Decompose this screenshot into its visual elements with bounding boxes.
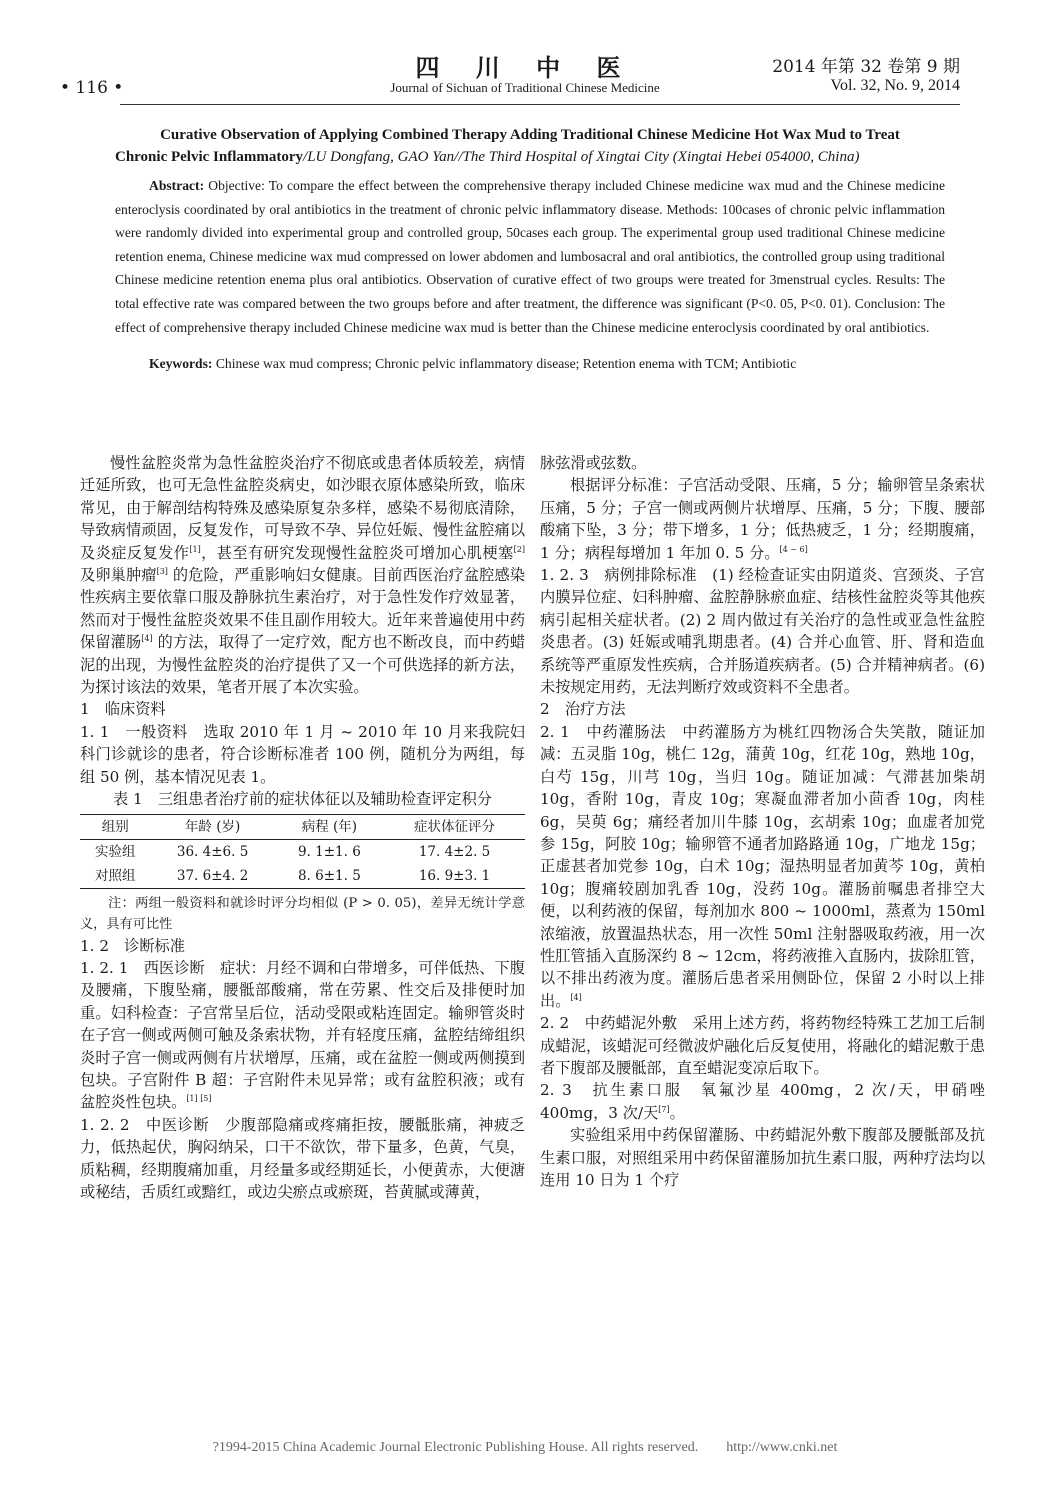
english-abstract-block xyxy=(115,124,945,376)
table-note: 注：两组一般资料和就诊时评分均相似 (P > 0. 05)，差异无统计学意义，具有可比性 xyxy=(80,895,525,932)
section-heading-1-2: 1. 2 诊断标准 xyxy=(80,936,185,955)
citation: [7] xyxy=(658,1104,670,1114)
table-cell: 8. 6±1. 5 xyxy=(297,867,361,884)
table-title: 表 1 三组患者治疗前的症状体征以及辅助检查评定积分 xyxy=(113,790,492,809)
intro-text-4: 的危险，严重影响妇女健康。目前西医治疗盆腔感染性疾病主要依靠口服及静脉抗生素治疗，对于急性发作疗效显著，然而对于慢性盆腔炎效果不佳且副作用较大。近年来普遍使用中药保留灌肠 xyxy=(80,566,526,652)
citation: [3] xyxy=(156,566,168,576)
table-row xyxy=(80,839,525,864)
table-header-cell: 症状体征评分 xyxy=(414,818,496,835)
section-heading-2: 2 治疗方法 xyxy=(540,700,626,719)
english-abstract xyxy=(115,174,945,339)
english-title-authors xyxy=(115,146,945,168)
citation: [1] [5] xyxy=(186,1094,212,1104)
issue-info-cn: 2014 年第 32 卷第 9 期 xyxy=(772,57,960,77)
table-header-row xyxy=(80,814,525,839)
section-1-2-2: 1. 2. 2 中医诊断 少腹部隐痛或疼痛拒按，腰骶胀痛，神疲乏力，低热起伏，胸闷纳呆，口干不欲饮，带下量多，色黄，气臭，质粘稠，经期腹痛加重，月经量多或经期延长，小便黄赤，大便溏或秘结，舌质红或黯红，或边尖瘀点或瘀斑，苔黄腻或薄黄， xyxy=(80,1115,525,1201)
table-header-cell: 年龄 (岁) xyxy=(184,818,241,835)
antibiotic-text-end: 。 xyxy=(669,1103,685,1122)
citation: [2] xyxy=(513,544,525,554)
english-title-end: Chronic Pelvic Inflammatory xyxy=(115,149,304,165)
western-diagnosis-text: 1. 2. 1 西医诊断 症状：月经不调和白带增多，可伴低热、下腹及腰痛，下腹坠痛，腰骶部酸痛，常在劳累、性交后及排便时加重。妇科检查：子宫常呈后位，活动受限或粘连固定。输卵管炎时在子宫一侧或两侧可触及条索状物，并有轻度压痛，盆腔结缔组织炎时子宫一侧或两侧有片状增厚，压痛，或在盆腔一侧或两侧摸到包块。子宫附件 B 超：子宫附件未见异常；或有盆腔积液；或有盆腔炎性包块。 xyxy=(80,958,525,1112)
table-header-cell: 组别 xyxy=(101,818,129,835)
citation: [4] xyxy=(570,992,582,1002)
section-2-1 xyxy=(540,721,985,1012)
english-authors: /LU Dongfang, GAO Yan//The Third Hospital of Xingtai City xyxy=(303,149,670,165)
table-cell: 17. 4±2. 5 xyxy=(418,843,491,860)
abstract-text: Objective: To compare the effect between the comprehensive therapy included Chinese medicine wax mud and the Chinese medicine enteroclysis coordinated by oral antibiotics in the treatment of chronic pelvic inflammatory disease. Methods: 100cases of chronic pelvic inflammation were randomly divided into experimental group and controlled group, 50cases each group. The experimental group used traditional Chinese medicine retention enema, Chinese medicine wax mud compressed on lower abdomen and lumbosacral and oral antibiotics, the controlled group using traditional Chinese medicine retention enema plus oral antibiotics. Observation of curative effect of two groups were treated for 3menstrual cycles. Results: The total effective rate was compared between the two groups before and after treatment, the difference was significant (P<0. 05, P<0. 01). Conclusion: The effect of comprehensive therapy included Chinese medicine wax mud is better than the Chinese medicine enteroclysis coordinated by oral antibiotics. xyxy=(115,178,945,335)
section-1-1: 1. 1 一般资料 选取 2010 年 1 月 ~ 2010 年 10 月来我院妇科门诊就诊的患者，符合诊断标准者 100 例，随机分为两组，每组 50 例，基本情况见表 1。 xyxy=(80,722,525,786)
table-cell: 对照组 xyxy=(94,867,136,884)
antibiotic-text: 2. 3 抗生素口服 氧氟沙星 400mg，2 次/天，甲硝唑 400mg，3 次/天 xyxy=(540,1081,985,1122)
table-cell: 9. 1±1. 6 xyxy=(297,843,361,860)
section-1-2-3: 1. 2. 3 病例排除标准 (1) 经检查证实由阴道炎、宫颈炎、子宫内膜异位症、妇科肿瘤、盆腔静脉瘀血症、结核性盆腔炎等其他疾病引起相关症状者。(2) 2 周内做过有关治疗的急性或亚急性盆腔炎患者。(3) 妊娠或哺乳期患者。(4) 合并心血管、肝、肾和造血系统等严重原发性疾病，合并肠道疾病者。(5) 合并精神病者。(6) 未按规定用药，无法判断疗效或资料不全患者。 xyxy=(540,566,985,697)
baseline-table xyxy=(80,814,525,889)
english-address: (Xingtai Hebei 054000, China) xyxy=(672,149,860,165)
abstract-label: Abstract: xyxy=(149,178,205,193)
english-keywords xyxy=(115,352,945,376)
continuation-text: 脉弦滑或弦数。 xyxy=(540,454,647,472)
table-cell: 36. 4±6. 5 xyxy=(176,843,249,860)
body-column-left xyxy=(80,452,525,1203)
intro-text-2: ，甚至有研究发现慢性盆腔炎可增加心肌梗塞 xyxy=(200,543,514,562)
table-row xyxy=(80,864,525,889)
body-column-right xyxy=(540,452,985,1191)
section-heading-1: 1 临床资料 xyxy=(80,700,166,719)
intro-text-3: 及卵巢肿瘤 xyxy=(80,566,157,585)
copyright-footer: ?1994-2015 China Academic Journal Electronic Publishing House. All rights reserved. http://www.cnki.net xyxy=(212,1440,838,1455)
scoring-criteria xyxy=(540,474,985,564)
intro-text-5: 的方法，取得了一定疗效，配方也不断改良，而中药蜡泥的出现，为慢性盆腔炎的治疗提供了又一个可供选择的新方法，为探讨该法的效果，笔者开展了本次实验。 xyxy=(80,633,526,697)
citation: [4] xyxy=(141,634,153,644)
section-1-2-1 xyxy=(80,957,525,1114)
section-2-2: 2. 2 中药蜡泥外敷 采用上述方药，将药物经特殊工艺加工后制成蜡泥，该蜡泥可经微波炉融化后反复使用，将融化的蜡泥敷于患者下腹部及腰骶部，直至蜡泥变凉后取下。 xyxy=(540,1014,985,1077)
table-cell: 实验组 xyxy=(94,843,136,860)
journal-title-cn: 四 川 中 医 xyxy=(415,53,635,82)
english-title: Curative Observation of Applying Combined Therapy Adding Traditional Chinese Medicine Hot Wax Mud to Treat xyxy=(160,127,900,143)
issue-info-en: Vol. 32, No. 9, 2014 xyxy=(830,77,960,94)
citation: [4 ~ 6] xyxy=(779,544,808,554)
treatment-groups-paragraph: 实验组采用中药保留灌肠、中药蜡泥外敷下腹部及腰骶部及抗生素口服，对照组采用中药保留灌肠加抗生素口服，两种疗法均以连用 10 日为 1 个疗 xyxy=(540,1126,985,1189)
header-divider xyxy=(120,104,960,105)
table-cell: 37. 6±4. 2 xyxy=(176,867,249,884)
scoring-criteria-text: 根据评分标准：子宫活动受限、压痛，5 分；输卵管呈条索状压痛，5 分；子宫一侧或两侧片状增厚、压痛，5 分；下腹、腰部酸痛下坠，3 分；带下增多，1 分；低热疲乏，1 分；经期腹痛，1 分；病程每增加 1 年加 0. 5 分。 xyxy=(540,476,985,562)
table-cell: 16. 9±3. 1 xyxy=(418,867,491,884)
keywords-text: Chinese wax mud compress; Chronic pelvic inflammatory disease; Retention enema with TCM; Antibiotic xyxy=(212,356,797,372)
intro-paragraph xyxy=(80,452,525,698)
page-number: • 116 • xyxy=(60,78,124,98)
keywords-label: Keywords: xyxy=(149,356,213,372)
section-2-3 xyxy=(540,1079,985,1124)
journal-title-en: Journal of Sichuan of Traditional Chinese Medicine xyxy=(390,80,660,95)
table-header-cell: 病程 (年) xyxy=(301,818,358,835)
citation: [1] xyxy=(189,544,201,554)
intro-text-1: 慢性盆腔炎常为急性盆腔炎治疗不彻底或患者体质较差，病情迁延所致，也可无急性盆腔炎病史，如沙眼衣原体感染所致，临床常见，由于解剖结构特殊及感染原复杂多样，感染不易彻底清除，导致病情顽固，反复发作，可导致不孕、异位妊娠、慢性盆腔痛以及炎症反复发作 xyxy=(80,454,525,562)
enema-method-text: 2. 1 中药灌肠法 中药灌肠方为桃红四物汤合失笑散，随证加减：五灵脂 10g，桃仁 12g，蒲黄 10g，红花 10g，熟地 10g，白芍 15g，川芎 10g，当归 10g。随证加减：气滞甚加柴胡 10g，香附 10g，青皮 10g；寒凝血滞者加小茴香 10g，肉桂 6g，吴萸 6g；痛经者加川牛膝 10g，玄胡索 10g；血虚者加党参 15g，阿胶 10g；输卵管不通者加路路通 10g，广地龙 15g；正虚甚者加党参 10g，白术 10g；湿热明显者加黄芩 10g，黄柏 10g；腹痛较剧加乳香 10g，没药 10g。灌肠前嘱患者排空大便，以利药液的保留，每剂加水 800 ~ 1000ml，蒸煮为 150ml 浓缩液，放置温热状态，用一次性 50ml 注射器吸取药液，用一次性肛管插入直肠深约 8 ~ 12cm，将药液推入直肠内，拔除肛管，以不排出药液为度。灌肠后患者采用侧卧位，保留 2 小时以上排出。 xyxy=(540,722,985,1010)
